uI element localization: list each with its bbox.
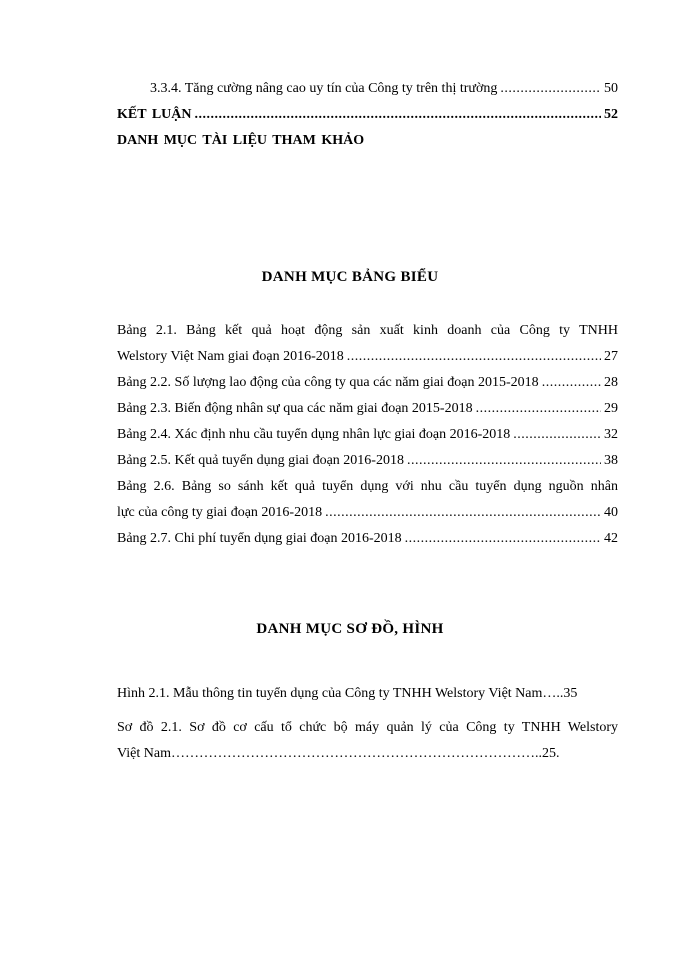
table-entry-page: 29 (604, 401, 618, 416)
dot-leader (347, 348, 601, 366)
table-entry-label: Welstory Việt Nam giai đoạn 2016-2018 (117, 349, 344, 364)
dot-leader (476, 400, 601, 418)
tables-heading: DANH MỤC BẢNG BIỂU (261, 269, 439, 285)
table-entry-label: Bảng 2.4. Xác định nhu cầu tuyển dụng nhân lực giai đoạn 2016-2018 (117, 427, 511, 442)
dot-leader (513, 426, 601, 444)
table-entry-2-6[interactable] (117, 504, 618, 522)
table-entry-label: Bảng 2.7. Chi phí tuyển dụng giai đoạn 2016-2018 (117, 531, 402, 546)
table-entry-2-2[interactable] (117, 374, 618, 392)
toc-entry-page: 50 (604, 81, 618, 96)
toc-entry-ket-luan[interactable] (117, 106, 618, 124)
table-entry-2-4[interactable] (117, 426, 618, 444)
table-entry-label: Bảng 2.3. Biến động nhân sự qua các năm giai đoạn 2015-2018 (117, 401, 473, 416)
diagram-entry-2-1-line2[interactable]: Việt Nam……………………………………………………………………..25. (117, 746, 560, 761)
table-entry-2-1-line1[interactable]: Bảng 2.1. Bảng kết quả hoạt động sản xuất kinh doanh của Công ty TNHH (117, 323, 618, 338)
table-entry-2-3[interactable] (117, 400, 618, 418)
dot-leader (194, 106, 601, 124)
diagram-entry-2-1-line1[interactable]: Sơ đồ 2.1. Sơ đồ cơ cấu tổ chức bộ máy quản lý của Công ty TNHH Welstory (117, 720, 618, 735)
dot-leader (325, 504, 601, 522)
toc-entry-3-3-4[interactable] (150, 80, 618, 98)
table-entry-page: 28 (604, 375, 618, 390)
table-entry-page: 32 (604, 427, 618, 442)
toc-entry-label: KẾT LUẬN (117, 107, 192, 122)
table-entry-2-7[interactable] (117, 530, 618, 548)
table-entry-page: 42 (604, 531, 618, 546)
dot-leader (500, 80, 601, 98)
table-entry-page: 38 (604, 453, 618, 468)
table-entry-label: lực của công ty giai đoạn 2016-2018 (117, 505, 323, 520)
table-entry-label: Bảng 2.2. Số lượng lao động của công ty qua các năm giai đoạn 2015-2018 (117, 375, 539, 390)
toc-entry-label: 3.3.4. Tăng cường nâng cao uy tín của Công ty trên thị trường (150, 81, 498, 96)
dot-leader (407, 452, 601, 470)
table-entry-page: 27 (604, 349, 618, 364)
table-entry-2-5[interactable] (117, 452, 618, 470)
toc-entry-references[interactable]: DANH MỤC TÀI LIỆU THAM KHẢO (117, 133, 365, 148)
dot-leader (542, 374, 601, 392)
toc-entry-page: 52 (604, 107, 618, 122)
table-entry-page: 40 (604, 505, 618, 520)
figures-heading: DANH MỤC SƠ ĐỒ, HÌNH (256, 621, 444, 637)
table-entry-label: Bảng 2.5. Kết quả tuyển dụng giai đoạn 2016-2018 (117, 453, 404, 468)
table-entry-2-1[interactable] (117, 348, 618, 366)
dot-leader (405, 530, 601, 548)
figure-entry-2-1[interactable]: Hình 2.1. Mẫu thông tin tuyển dụng của Công ty TNHH Welstory Việt Nam…..35 (117, 686, 578, 701)
table-entry-2-6-line1[interactable]: Bảng 2.6. Bảng so sánh kết quả tuyển dụng với nhu cầu tuyển dụng nguồn nhân (117, 479, 618, 494)
